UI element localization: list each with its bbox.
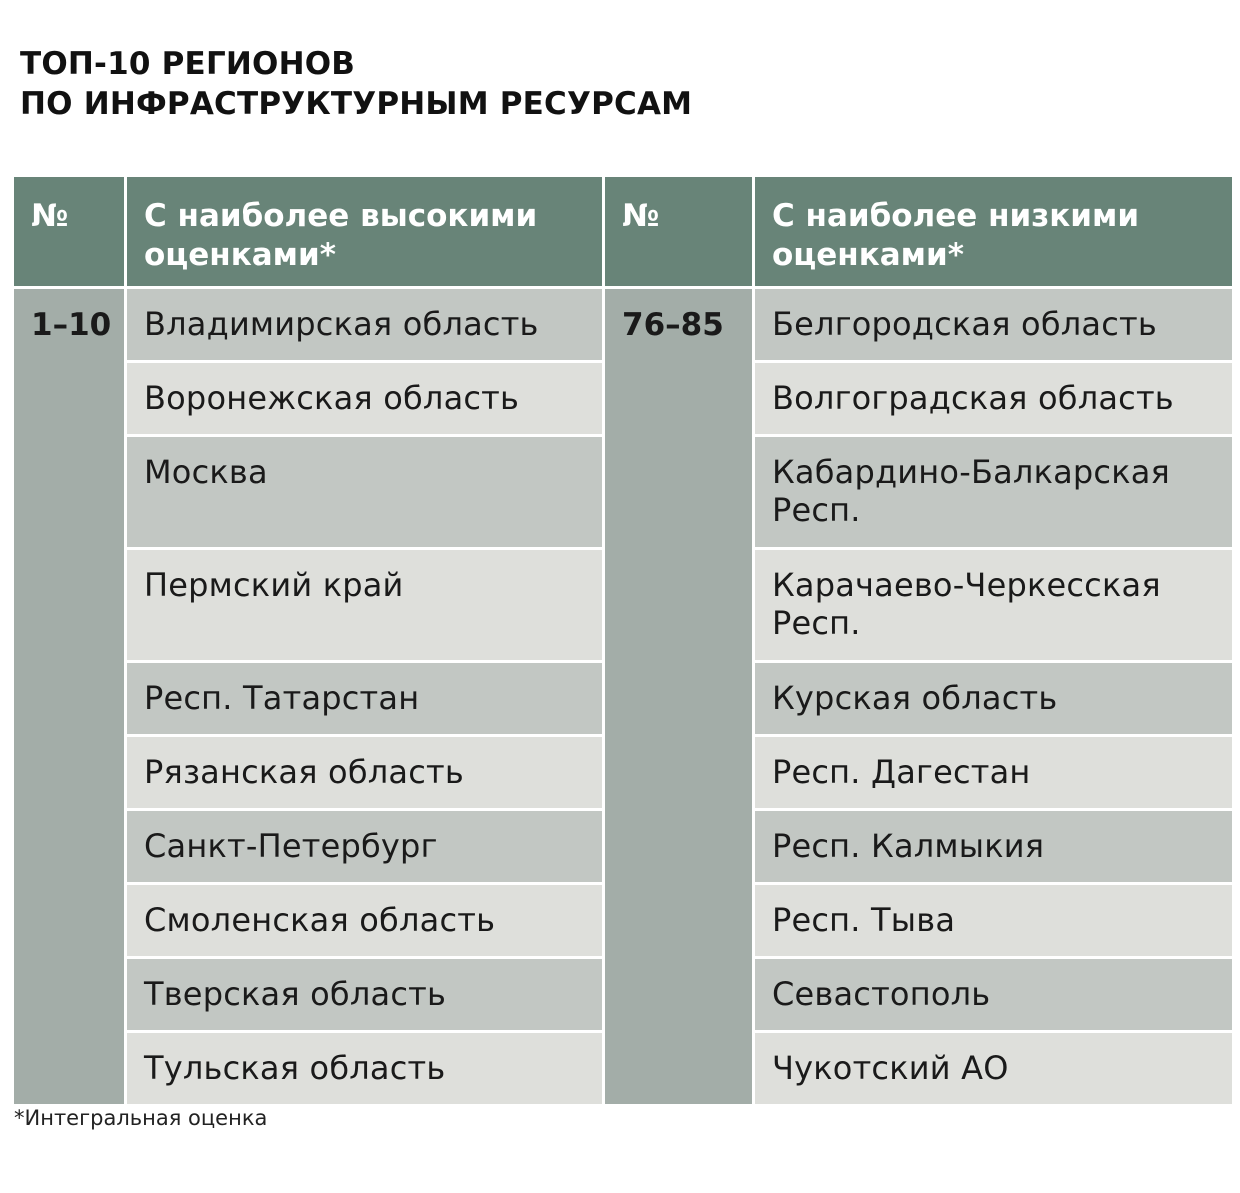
table-cell-high: Санкт-Петербург [127,811,602,882]
table-cell-low: Респ. Дагестан [755,737,1232,808]
title-line-2: ПО ИНФРАСТРУКТУРНЫМ РЕСУРСАМ [20,86,693,122]
table-cell-high: Смоленская область [127,885,602,956]
table-cell-high: Москва [127,437,602,547]
header-low-scores: С наиболее низкими оценками* [755,177,1232,286]
header-num-left: № [14,177,124,286]
table-cell-low: Волгоградская область [755,363,1232,434]
footnote: *Интегральная оценка [14,1106,268,1130]
table-cell-low: Белгородская область [755,289,1232,360]
page-title [20,44,692,124]
table-cell-low: Кабардино-Балкарская Респ. [755,437,1232,547]
rank-range-low: 76–85 [605,289,752,1104]
title-line-1: ТОП-10 РЕГИОНОВ [20,46,356,82]
table-cell-low: Чукотский АО [755,1033,1232,1104]
table-cell-high: Пермский край [127,550,602,660]
table-cell-low: Карачаево-Черкесская Респ. [755,550,1232,660]
table-cell-high: Воронежская область [127,363,602,434]
table-cell-low: Респ. Калмыкия [755,811,1232,882]
table-cell-low: Курская область [755,663,1232,734]
header-num-right: № [605,177,752,286]
table-cell-high: Владимирская область [127,289,602,360]
table-cell-high: Респ. Татарстан [127,663,602,734]
rank-range-high: 1–10 [14,289,124,1104]
table-cell-low: Севастополь [755,959,1232,1030]
table-cell-high: Тверская область [127,959,602,1030]
regions-table [14,177,1231,1096]
table-cell-low: Респ. Тыва [755,885,1232,956]
table-cell-high: Рязанская область [127,737,602,808]
table-cell-high: Тульская область [127,1033,602,1104]
header-high-scores: С наиболее высокими оценками* [127,177,602,286]
